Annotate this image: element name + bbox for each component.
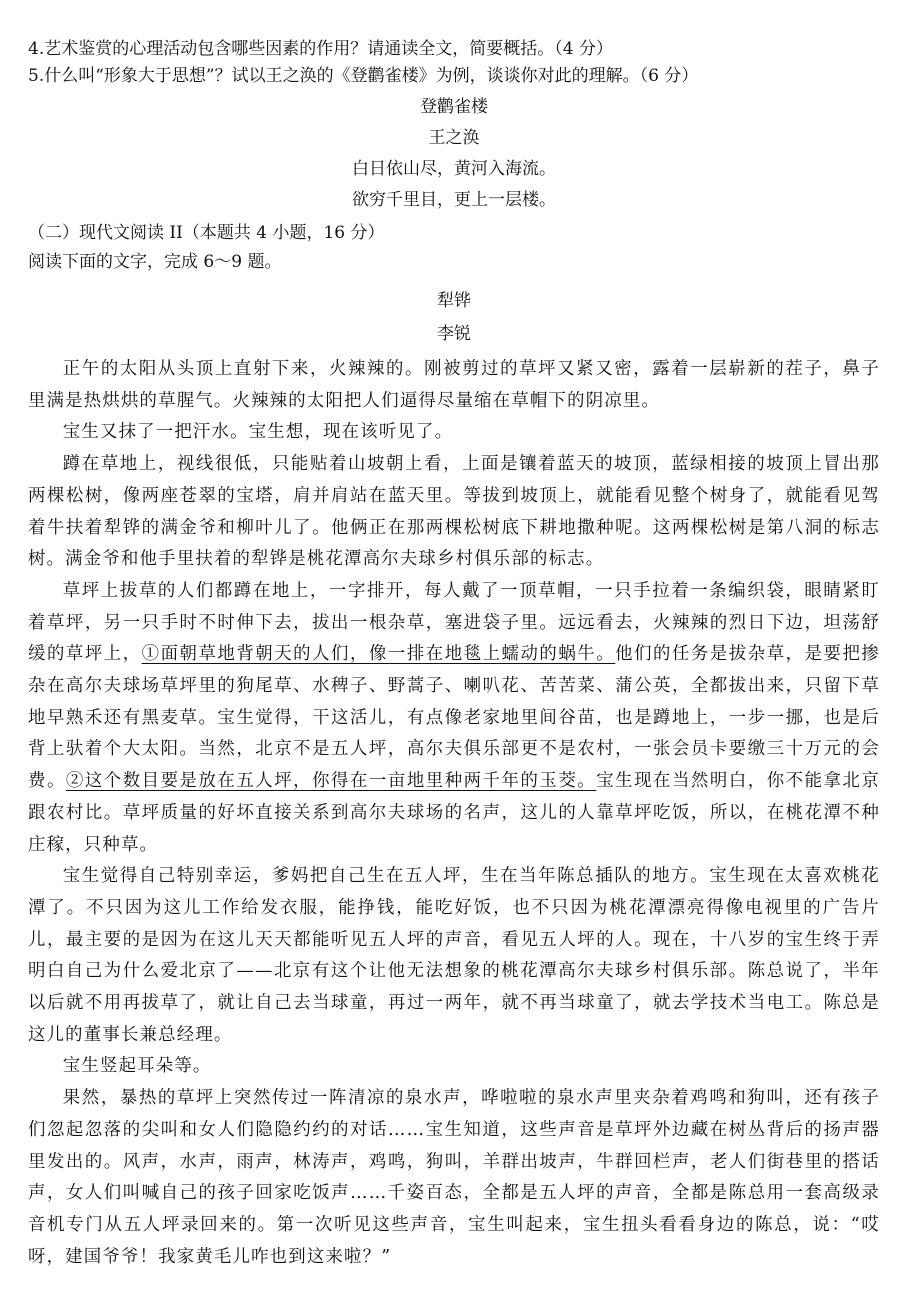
- underlined-sentence-1: ①面朝草地背朝天的人们，像一排在地毯上蠕动的蜗牛。: [141, 644, 616, 665]
- poem-author: 王之涣: [428, 128, 480, 148]
- question-5: 5.什么叫“形象大于思想”？试以王之涣的《登鹳雀楼》为例，谈谈你对此的理解。（6 分）: [28, 66, 699, 86]
- story-paragraph-5: 宝生觉得自己特别幸运，爹妈把自己生在五人坪，生在当年陈总插队的地方。宝生现在太喜欢桃花潭了。不只因为这儿工作给发衣服，能挣钱，能吃好饭，也不只因为桃花潭漂亮得像电视里的广告片儿，最主要的是因为在这儿天天都能听见五人坪的声音，看见五人坪的人。现在，十八岁的宝生终于弄明白自己为什么爱北京了——北京有这个让他无法想象的桃花潭高尔夫球乡村俱乐部。陈总说了，半年以后就不用再拔草了，就让自己去当球童，再过一两年，就不再当球童了，就去学技术当电工。陈总是这儿的董事长兼总经理。: [28, 866, 880, 1045]
- poem-block: [28, 92, 880, 216]
- section-heading: （二）现代文阅读 II（本题共 4 小题，16 分）: [28, 223, 385, 243]
- paragraph-4-text-b: 他们的任务是拔杂草，是要把掺杂在高尔夫球场草坪里的狗尾草、水稗子、野蒿子、喇叭花、苦苦菜、蒲公英，全都拔出来，只留下草地早熟禾还有黑麦草。宝生觉得，干这活儿，有点像老家地里间谷苗，也是蹲地上，一步一挪，也是后背上驮着个大太阳。当然，北京不是五人坪，高尔夫俱乐部更不是农村，一张会员卡要缴三十万元的会费。: [28, 644, 880, 792]
- story-paragraph-4: [28, 576, 880, 861]
- paragraph-4-text-c: 宝生现在当然明白，你不能拿北京跟农村比。草坪质量的好坏直接关系到高尔夫球场的名声，这儿的人靠草坪吃饭，所以，在桃花潭不种庄稼，只种草。: [28, 771, 880, 855]
- poem-line-2: 欲穷千里目，更上一层楼。: [352, 190, 556, 210]
- story-paragraph-1: 正午的太阳从头顶上直射下来，火辣辣的。刚被剪过的草坪又紧又密，露着一层崭新的茬子，鼻子里满是热烘烘的草腥气。火辣辣的太阳把人们逼得尽量缩在草帽下的阴凉里。: [28, 359, 880, 411]
- section-instruction: 阅读下面的文字，完成 6～9 题。: [28, 252, 282, 272]
- poem-line-1: 白日依山尽，黄河入海流。: [352, 159, 556, 179]
- exam-page: [28, 36, 880, 1273]
- underlined-sentence-2: ②这个数目要是放在五人坪，你得在一亩地里种两千年的玉茭。: [65, 771, 597, 792]
- story-title: 犁铧: [437, 291, 471, 311]
- story-paragraph-2: 宝生又抹了一把汗水。宝生想，现在该听见了。: [62, 422, 454, 443]
- story-paragraph-3: 蹲在草地上，视线很低，只能贴着山坡朝上看，上面是镶着蓝天的坡顶，蓝绿相接的坡顶上冒出那两棵松树，像两座苍翠的宝塔，肩并肩站在蓝天里。等拔到坡顶上，就能看见整个树身了，就能看见驾着牛扶着犁铧的满金爷和柳叶儿了。他俩正在那两棵松树底下耕地撒种呢。这两棵松树是第八洞的标志树。满金爷和他手里扶着的犁铧是桃花潭高尔夫球乡村俱乐部的标志。: [28, 454, 880, 570]
- question-4: 4.艺术鉴赏的心理活动包含哪些因素的作用？请通读全文，简要概括。（4 分）: [28, 39, 613, 59]
- paragraph-4-text-a: 草坪上拔草的人们都蹲在地上，一字排开，每人戴了一顶草帽，一只手拉着一条编织袋，眼睛紧盯着草坪，另一只手时不时伸下去，拔出一根杂草，塞进袋子里。远远看去，火辣辣的烈日下边，坦荡舒缓的草坪上，: [28, 580, 880, 665]
- story-paragraph-7: 果然，暴热的草坪上突然传过一阵清凉的泉水声，哗啦啦的泉水声里夹杂着鸡鸣和狗叫，还有孩子们忽起忽落的尖叫和女人们隐隐约约的对话……宝生知道，这些声音是草坪外边藏在树丛背后的扬声器里发出的。风声，水声，雨声，林涛声，鸡鸣，狗叫，羊群出坡声，牛群回栏声，老人们街巷里的搭话声，女人们叫喊自己的孩子回家吃饭声……千姿百态，全都是五人坪的声音，全都是陈总用一套高级录音机专门从五人坪录回来的。第一次听见这些声音，宝生叫起来，宝生扭头看看身边的陈总，说：“哎呀，建国爷爷！我家黄毛儿咋也到这来啦？”: [28, 1088, 880, 1267]
- story-author: 李锐: [437, 324, 471, 344]
- story-paragraph-6: 宝生竖起耳朵等。: [62, 1056, 212, 1077]
- poem-title: 登鹳雀楼: [420, 97, 488, 117]
